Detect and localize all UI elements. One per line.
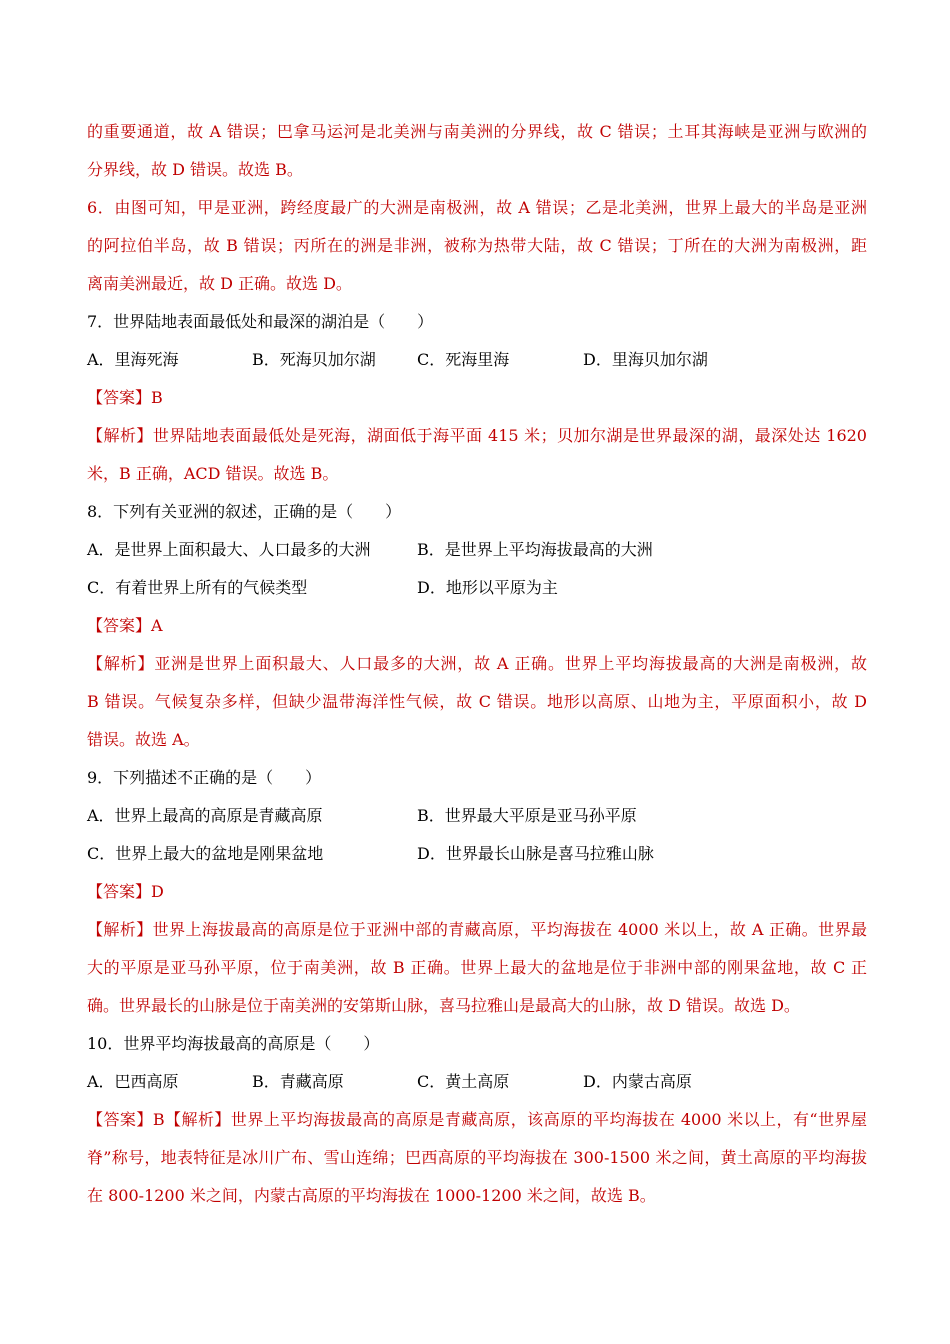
analysis-line: 米，B 正确，ACD 错误。故选 B。 [87, 464, 339, 483]
analysis-line: 分界线，故 D 错误。故选 B。 [87, 160, 303, 179]
option-b: B．青藏高原 [252, 1072, 344, 1091]
analysis-line: 【解析】亚洲是世界上面积最大、人口最多的大洲，故 A 正确。世界上平均海拔最高的大洲是南极洲，故 [87, 654, 867, 673]
analysis-line: 6．由图可知，甲是亚洲，跨经度最广的大洲是南极洲，故 A 错误；乙是北美洲，世界上最大的半岛是亚洲 [87, 198, 867, 217]
question-10: 10．世界平均海拔最高的高原是（ ） [87, 1034, 380, 1053]
option-c: C．黄土高原 [417, 1072, 510, 1091]
option-b: B．是世界上平均海拔最高的大洲 [417, 540, 653, 559]
analysis-line: 【解析】世界陆地表面最低处是死海，湖面低于海平面 415 米；贝加尔湖是世界最深的湖，最深处达 1620 [87, 426, 867, 445]
analysis-line: 离南美洲最近，故 D 正确。故选 D。 [87, 274, 352, 293]
option-a: A．巴西高原 [87, 1072, 179, 1091]
option-b: B．世界最大平原是亚马孙平原 [417, 806, 637, 825]
option-a: A．世界上最高的高原是青藏高原 [87, 806, 323, 825]
analysis-line: 【解析】世界上海拔最高的高原是位于亚洲中部的青藏高原，平均海拔在 4000 米以上，故 A 正确。世界最 [87, 920, 867, 939]
option-c: C．死海里海 [417, 350, 510, 369]
answer: 【答案】B [87, 388, 163, 407]
option-c: C．有着世界上所有的气候类型 [87, 578, 308, 597]
question-9: 9．下列描述不正确的是（ ） [87, 768, 322, 787]
option-d: D．地形以平原为主 [417, 578, 558, 597]
answer: 【答案】D [87, 882, 164, 901]
option-c: C．世界上最大的盆地是刚果盆地 [87, 844, 324, 863]
option-b: B．死海贝加尔湖 [252, 350, 376, 369]
analysis-line: 错误。故选 A。 [87, 730, 200, 749]
analysis-line: B 错误。气候复杂多样，但缺少温带海洋性气候，故 C 错误。地形以高原、山地为主，平原面积小，故 D [87, 692, 867, 711]
analysis-line: 在 800-1200 米之间，内蒙古高原的平均海拔在 1000-1200 米之间，故选 B。 [87, 1186, 656, 1205]
analysis-line: 的重要通道，故 A 错误；巴拿马运河是北美洲与南美洲的分界线，故 C 错误；土耳其海峡是亚洲与欧洲的 [87, 122, 867, 141]
analysis-line: 脊”称号，地表特征是冰川广布、雪山连绵；巴西高原的平均海拔在 300-1500 米之间，黄土高原的平均海拔 [87, 1148, 867, 1167]
option-a: A．里海死海 [87, 350, 179, 369]
answer: 【答案】A [87, 616, 163, 635]
option-d: D．里海贝加尔湖 [583, 350, 708, 369]
analysis-line: 大的平原是亚马孙平原，位于南美洲，故 B 正确。世界上最大的盆地是位于非洲中部的刚果盆地，故 C 正 [87, 958, 867, 977]
question-8: 8．下列有关亚洲的叙述，正确的是（ ） [87, 502, 402, 521]
analysis-line: 的阿拉伯半岛，故 B 错误；丙所在的洲是非洲，被称为热带大陆，故 C 错误；丁所在的大洲为南极洲，距 [87, 236, 867, 255]
question-7: 7．世界陆地表面最低处和最深的湖泊是（ ） [87, 312, 434, 331]
option-d: D．内蒙古高原 [583, 1072, 692, 1091]
option-a: A．是世界上面积最大、人口最多的大洲 [87, 540, 371, 559]
analysis-line: 【答案】B【解析】世界上平均海拔最高的高原是青藏高原，该高原的平均海拔在 4000 米以上，有“世界屋 [87, 1110, 867, 1129]
analysis-line: 确。世界最长的山脉是位于南美洲的安第斯山脉，喜马拉雅山是最高大的山脉，故 D 错误。故选 D。 [87, 996, 800, 1015]
option-d: D．世界最长山脉是喜马拉雅山脉 [417, 844, 654, 863]
